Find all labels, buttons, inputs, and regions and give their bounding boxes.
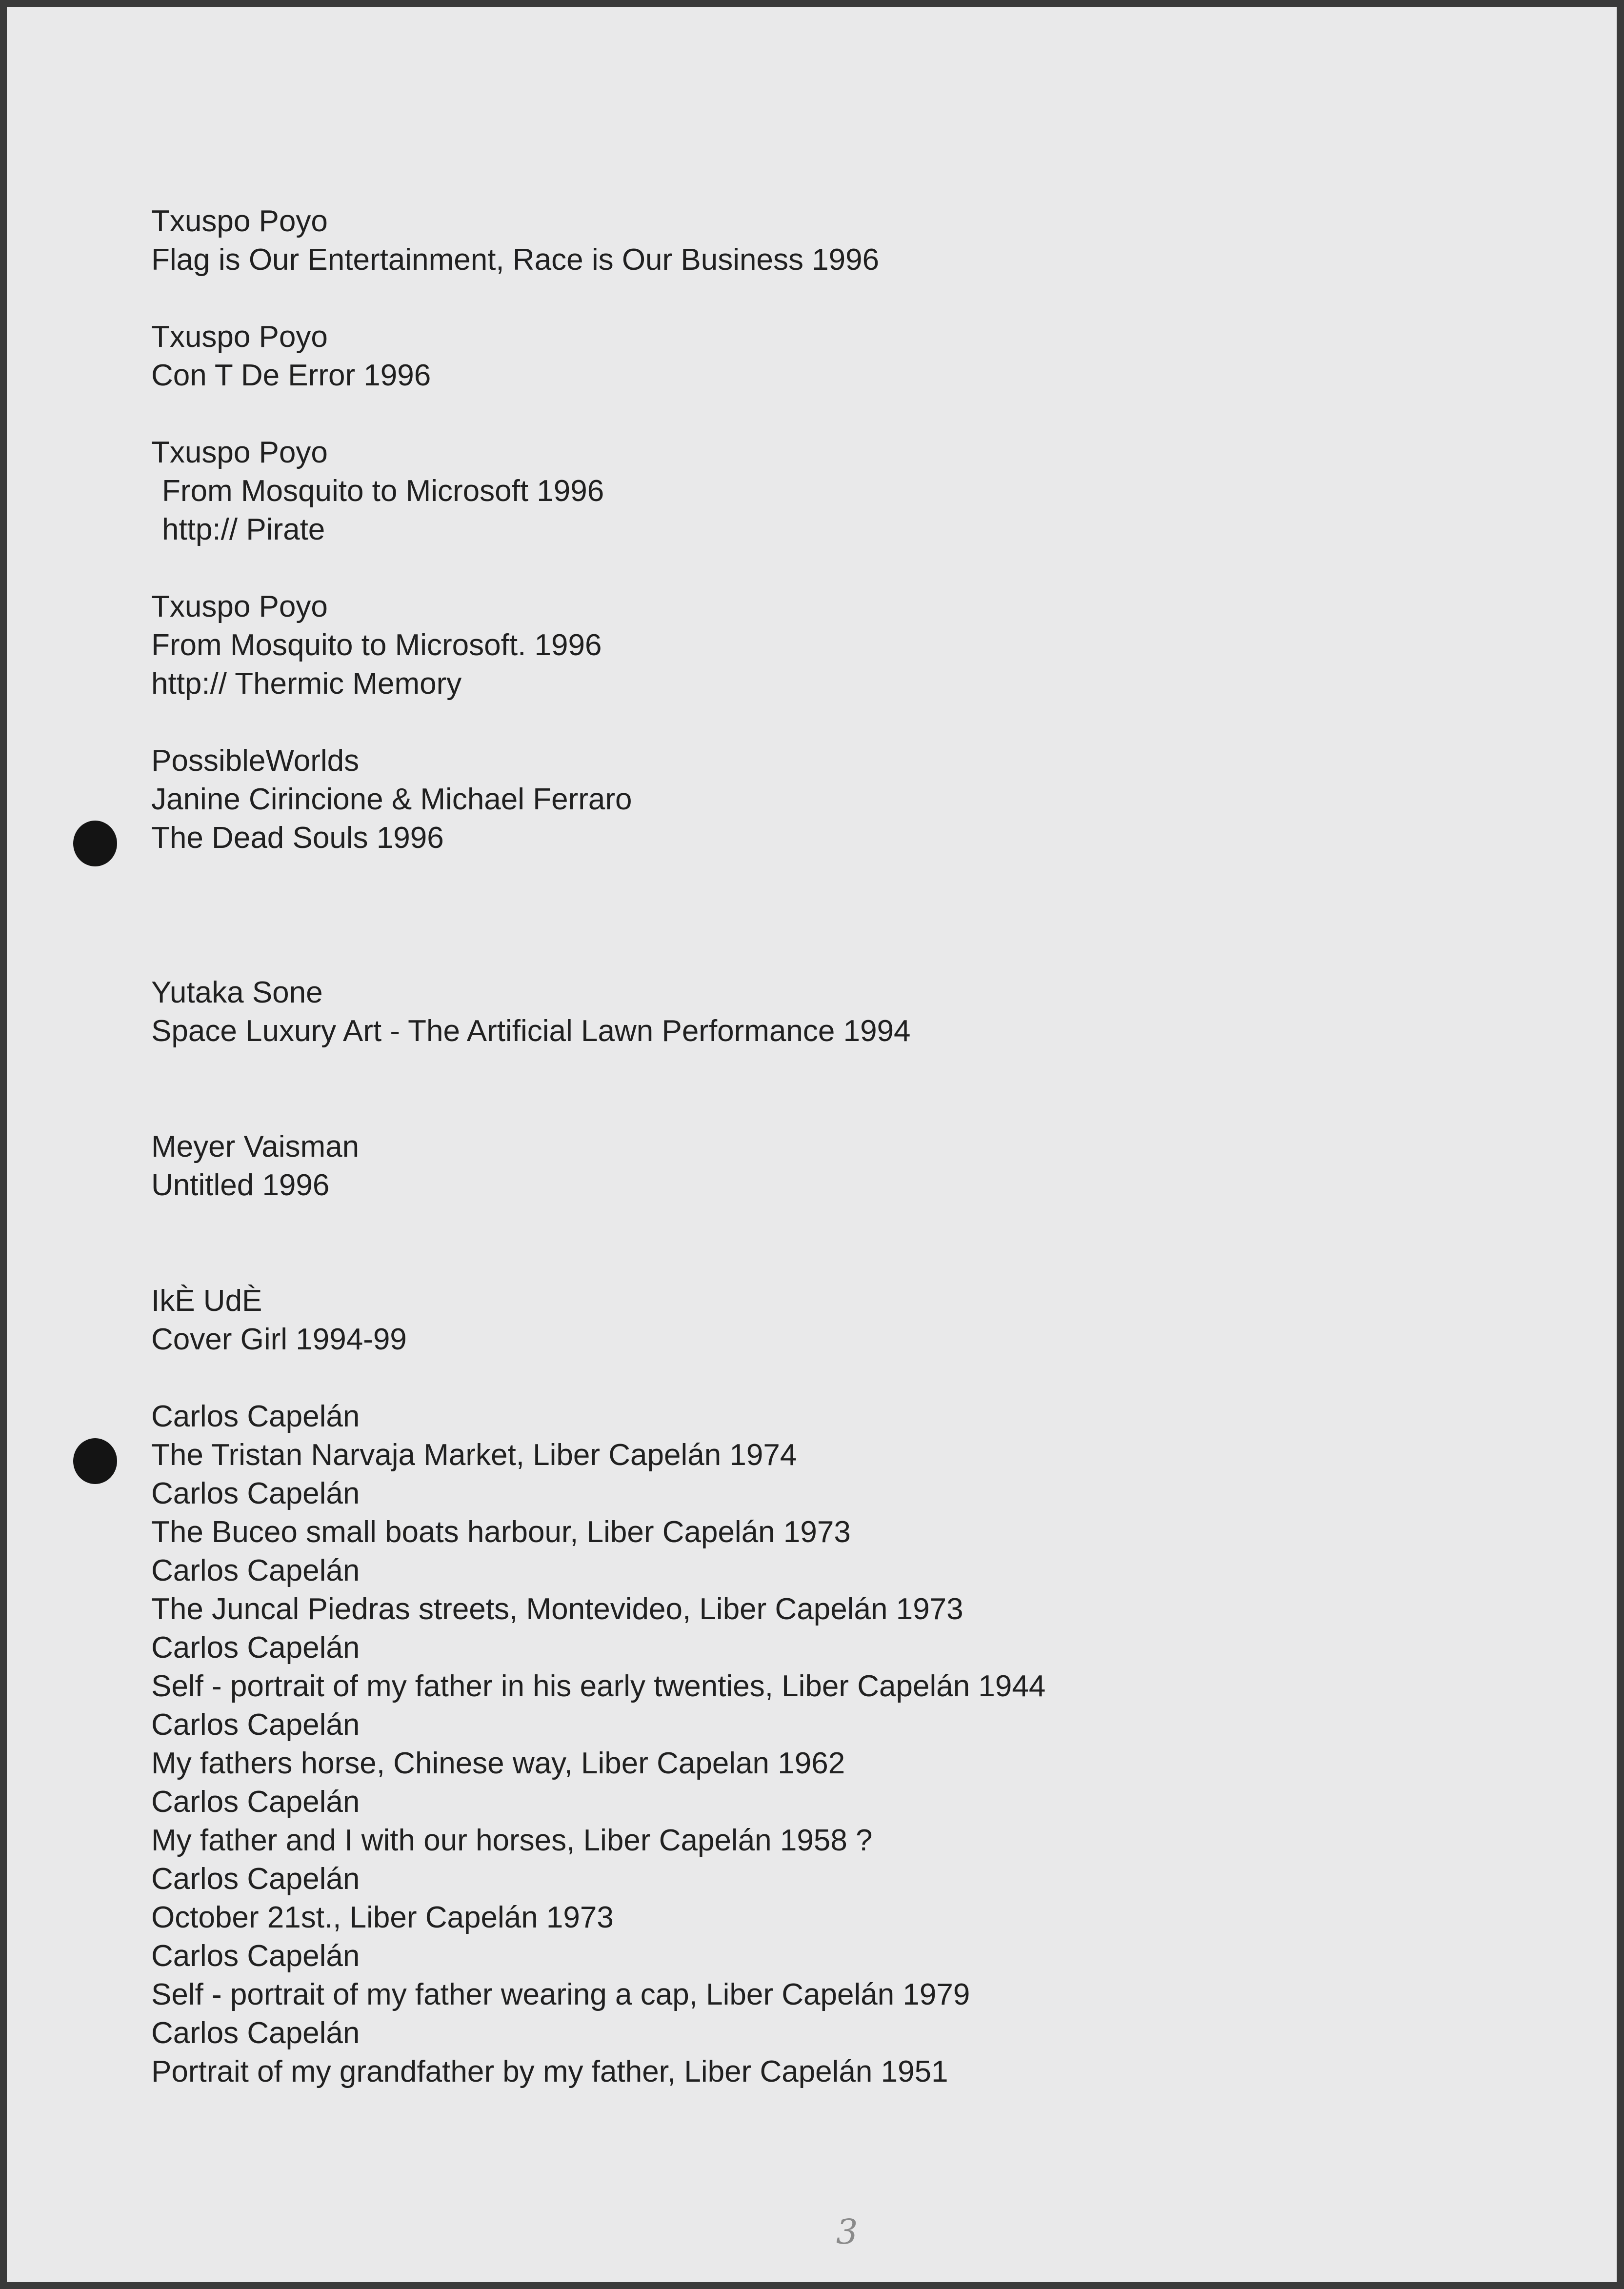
artwork-title: Self - portrait of my father wearing a cap, Liber Capelán 1979 [151, 1978, 970, 2011]
page-number: 3 [836, 2212, 858, 2252]
artist-name: Txuspo Poyo [151, 204, 328, 238]
artist-name: Carlos Capelán [151, 1477, 360, 1510]
artwork-title: Untitled 1996 [151, 1168, 330, 1202]
artist-name: Txuspo Poyo [151, 436, 328, 469]
artwork-title: Self - portrait of my father in his early twenties, Liber Capelán 1944 [151, 1669, 1046, 1703]
artwork-title: October 21st., Liber Capelán 1973 [151, 1901, 614, 1934]
artwork-title: The Buceo small boats harbour, Liber Capelán 1973 [151, 1515, 851, 1549]
artwork-title: The Dead Souls 1996 [151, 821, 444, 855]
artwork-title: Flag is Our Entertainment, Race is Our Business 1996 [151, 243, 880, 277]
document-page [7, 7, 1617, 2282]
artist-name: Meyer Vaisman [151, 1130, 360, 1164]
artist-name: IkÈ UdÈ [151, 1284, 262, 1318]
artwork-title: Cover Girl 1994-99 [151, 1323, 407, 1356]
artist-name: Janine Cirincione & Michael Ferraro [151, 783, 632, 816]
artist-name: Carlos Capelán [151, 1862, 360, 1896]
artist-name: Carlos Capelán [151, 1631, 360, 1665]
artist-name: Carlos Capelán [151, 1939, 360, 1973]
artist-name: Yutaka Sone [151, 976, 323, 1009]
artwork-title: My father and I with our horses, Liber Capelán 1958 ? [151, 1824, 873, 1857]
list-entry [151, 318, 1468, 395]
list-entry [151, 433, 1468, 549]
punch-hole-top [73, 821, 117, 866]
artwork-title: From Mosquito to Microsoft 1996 [162, 474, 604, 508]
list-entry [151, 973, 1468, 1050]
artist-name: Txuspo Poyo [151, 320, 328, 354]
list-entry [151, 1127, 1468, 1205]
list-entry [151, 742, 1468, 857]
artist-name: Carlos Capelán [151, 2016, 360, 2050]
list-entry [151, 1282, 1468, 1359]
artwork-title: The Juncal Piedras streets, Montevideo, Liber Capelán 1973 [151, 1592, 963, 1626]
list-entry-series [151, 1397, 1468, 2091]
artwork-title: My fathers horse, Chinese way, Liber Capelan 1962 [151, 1747, 845, 1780]
artwork-title: The Tristan Narvaja Market, Liber Capelán 1974 [151, 1438, 797, 1472]
artist-name: Carlos Capelán [151, 1785, 360, 1819]
artwork-subtitle: http:// Thermic Memory [151, 667, 462, 701]
punch-hole-bottom [73, 1438, 117, 1484]
collective-name: PossibleWorlds [151, 744, 360, 778]
artwork-list [151, 202, 1468, 2091]
artwork-title: Con T De Error 1996 [151, 359, 431, 392]
artist-name: Carlos Capelán [151, 1400, 360, 1433]
artist-name: Txuspo Poyo [151, 590, 328, 623]
artwork-title: From Mosquito to Microsoft. 1996 [151, 628, 602, 662]
list-entry [151, 202, 1468, 279]
artist-name: Carlos Capelán [151, 1708, 360, 1742]
artwork-title: Portrait of my grandfather by my father, Liber Capelán 1951 [151, 2055, 948, 2088]
artwork-title: Space Luxury Art - The Artificial Lawn Performance 1994 [151, 1014, 911, 1048]
artist-name: Carlos Capelán [151, 1554, 360, 1587]
list-entry [151, 587, 1468, 703]
artwork-subtitle: http:// Pirate [162, 513, 325, 546]
